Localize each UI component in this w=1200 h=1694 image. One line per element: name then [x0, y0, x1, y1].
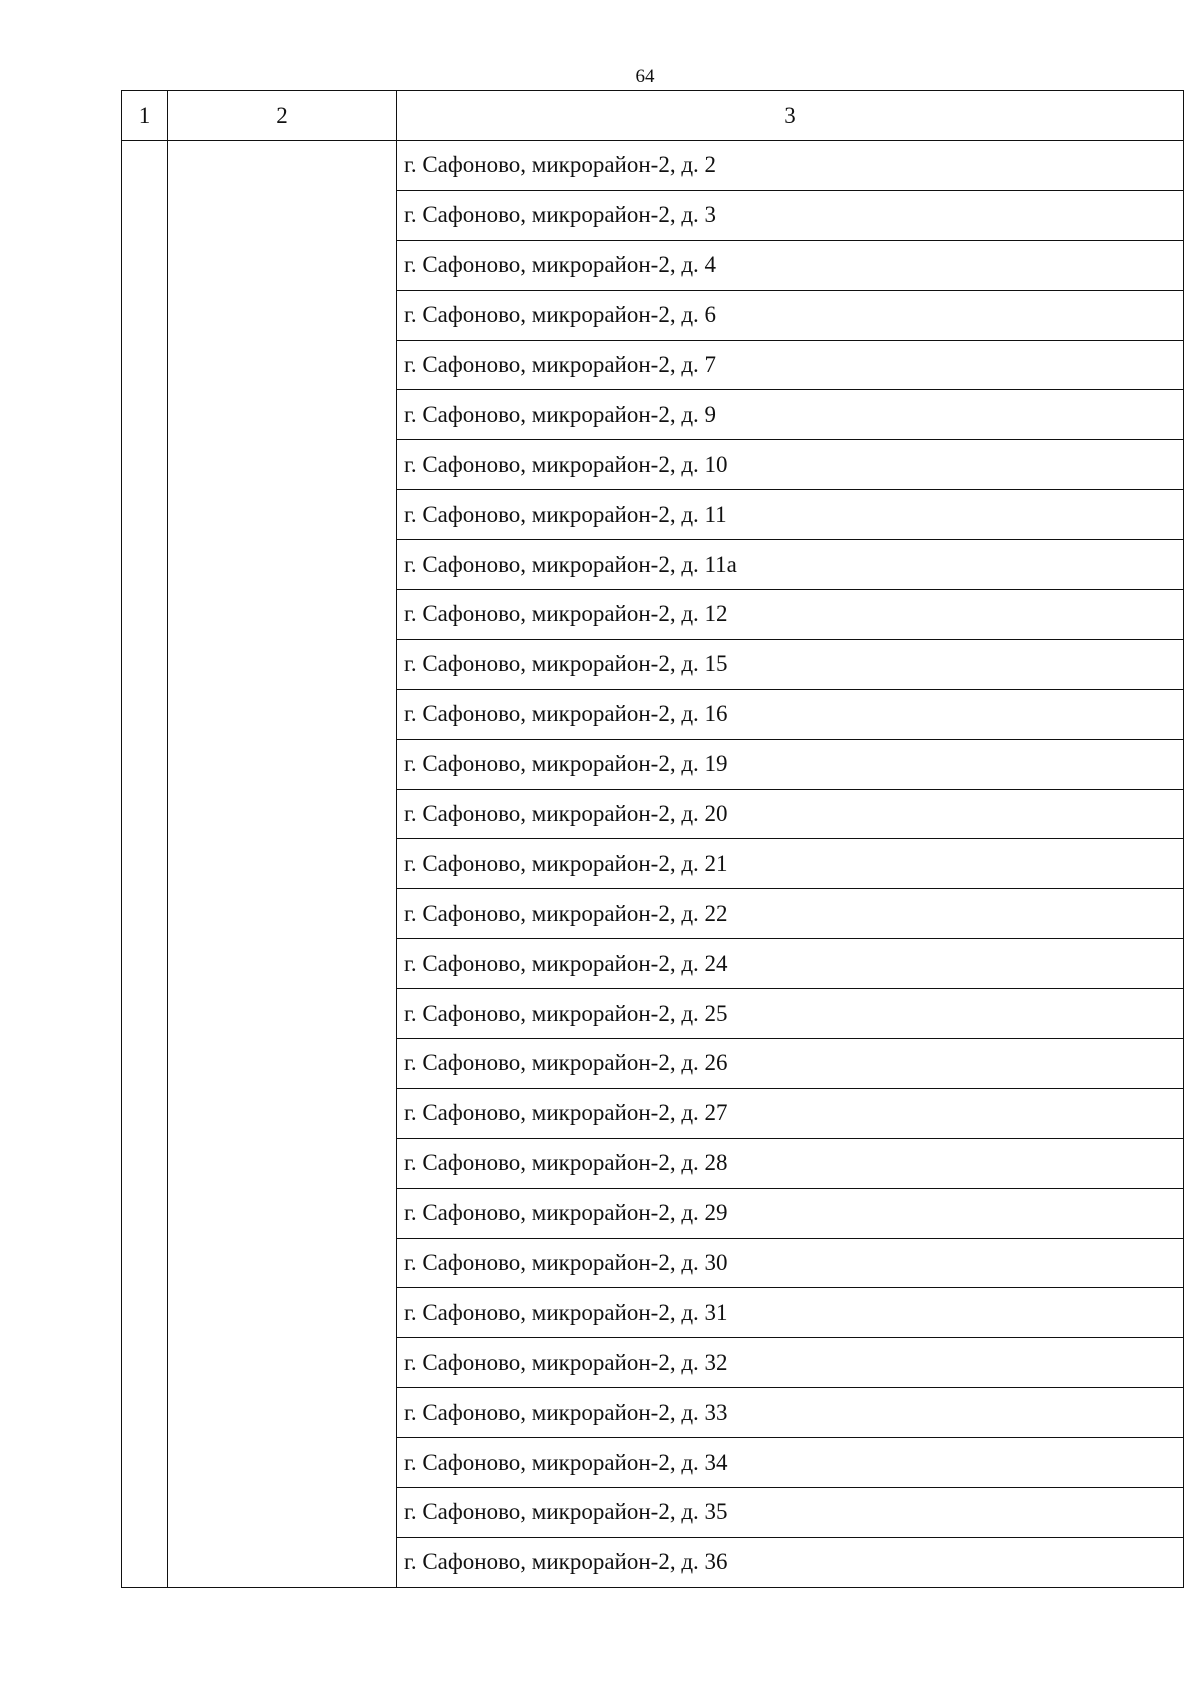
address-cell: г. Сафоново, микрорайон-2, д. 36	[397, 1537, 1184, 1587]
address-cell: г. Сафоново, микрорайон-2, д. 7	[397, 340, 1184, 390]
address-cell: г. Сафоново, микрорайон-2, д. 28	[397, 1138, 1184, 1188]
address-table	[121, 90, 1184, 1588]
table-row	[122, 141, 1184, 191]
address-cell: г. Сафоново, микрорайон-2, д. 27	[397, 1088, 1184, 1138]
address-cell: г. Сафоново, микрорайон-2, д. 4	[397, 240, 1184, 290]
address-cell: г. Сафоново, микрорайон-2, д. 20	[397, 789, 1184, 839]
address-cell: г. Сафоново, микрорайон-2, д. 25	[397, 989, 1184, 1039]
column-header-2: 2	[168, 91, 397, 141]
column-2-cell	[168, 141, 397, 1588]
address-cell: г. Сафоново, микрорайон-2, д. 34	[397, 1438, 1184, 1488]
address-cell: г. Сафоново, микрорайон-2, д. 2	[397, 141, 1184, 191]
address-cell: г. Сафоново, микрорайон-2, д. 9	[397, 390, 1184, 440]
address-cell: г. Сафоново, микрорайон-2, д. 12	[397, 590, 1184, 640]
address-cell: г. Сафоново, микрорайон-2, д. 21	[397, 839, 1184, 889]
address-cell: г. Сафоново, микрорайон-2, д. 30	[397, 1238, 1184, 1288]
address-cell: г. Сафоново, микрорайон-2, д. 6	[397, 290, 1184, 340]
page-number: 64	[635, 66, 655, 87]
column-1-cell	[122, 141, 168, 1588]
address-cell: г. Сафоново, микрорайон-2, д. 3	[397, 190, 1184, 240]
address-cell: г. Сафоново, микрорайон-2, д. 16	[397, 689, 1184, 739]
table-body	[122, 141, 1184, 1588]
address-cell: г. Сафоново, микрорайон-2, д. 11а	[397, 540, 1184, 590]
address-cell: г. Сафоново, микрорайон-2, д. 15	[397, 639, 1184, 689]
address-cell: г. Сафоново, микрорайон-2, д. 32	[397, 1338, 1184, 1388]
address-cell: г. Сафоново, микрорайон-2, д. 22	[397, 889, 1184, 939]
address-cell: г. Сафоново, микрорайон-2, д. 33	[397, 1388, 1184, 1438]
address-cell: г. Сафоново, микрорайон-2, д. 29	[397, 1188, 1184, 1238]
address-cell: г. Сафоново, микрорайон-2, д. 19	[397, 739, 1184, 789]
table-header	[122, 91, 1184, 141]
address-cell: г. Сафоново, микрорайон-2, д. 24	[397, 939, 1184, 989]
header-row	[122, 91, 1184, 141]
address-cell: г. Сафоново, микрорайон-2, д. 26	[397, 1039, 1184, 1089]
column-header-1: 1	[122, 91, 168, 141]
address-cell: г. Сафоново, микрорайон-2, д. 31	[397, 1288, 1184, 1338]
column-header-3: 3	[397, 91, 1184, 141]
address-cell: г. Сафоново, микрорайон-2, д. 11	[397, 490, 1184, 540]
address-cell: г. Сафоново, микрорайон-2, д. 10	[397, 440, 1184, 490]
address-cell: г. Сафоново, микрорайон-2, д. 35	[397, 1488, 1184, 1538]
